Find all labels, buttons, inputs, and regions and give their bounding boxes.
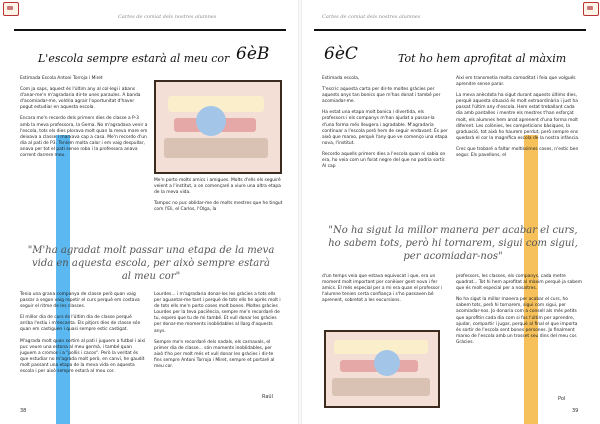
paragraph: Lourdes... i m'agradaria donar-los les gràcies a tots ells per aguantar-me tant i perquè de tots ells he après molt i de tots ells me'n porto coses molt bones. Moltes gràcies Lourdes per la teva paciència, sempre me'n recordaré de tu, espero que tu de mi també. Et vull donar les gràcies per donar-me moments inoblidables al llarg d'aquests anys. xyxy=(154,292,281,334)
paragraph: T'escric aquesta carta per dir-te moltes gràcies per aquests anys tan bonics que m'has donat i també per acomiadar-me. xyxy=(322,87,441,105)
pull-quote: "No ha sigut la millor manera per acabar el curs, ho sabem tots, però hi tornarem, sigui com sigui, per acomiadar-nos" xyxy=(328,225,578,262)
signature: Raül xyxy=(262,394,273,400)
text-column-1 xyxy=(20,76,148,164)
paragraph: La meva anècdota ha sigut durant aquests últims dies, perquè aquesta situació és molt extraordinària i just ha passat l'últim any d'escola. Hem estat treballant cada dia amb pantalles i mentre els mestres t'han esforçat molt, els alumnes hem anat aprenent d'una forma molt diferent. Les colònies, les competicions bàsiques, la graduació, tot això ho haurem perdut, però sempre ens quedarà el cor la magnífica escola de la nostra infància. xyxy=(456,93,580,141)
paragraph: Tenia una grana companya de classe però quan vaig passar a segon vaig repetir el curs perquè em costava seguir el ritme de les classes. xyxy=(20,292,140,310)
text-column-4 xyxy=(456,274,582,351)
page-number: 39 xyxy=(572,408,579,414)
text-column-4 xyxy=(154,292,282,375)
paragraph: Estimada escola, xyxy=(322,76,360,81)
paragraph: Crec que trobaré a faltar moltíssimes coses, n'estic ben segur. Els pavellons, el xyxy=(456,146,579,159)
text-column-2 xyxy=(154,178,284,218)
pull-quote: "M'ha agradat molt passar una etapa de la meva vida en aquesta escola, per això sempre estarà al meu cor" xyxy=(27,245,275,282)
spine-gutter xyxy=(298,0,302,424)
paragraph: Així em transmetia molta comoditat i feia que volgués aprendre sense parar. xyxy=(456,76,576,88)
paragraph: El millor dia de curs és l'últim dia de classe perquè arriba l'estiu i m'encanta. Els pitjors dies de classe són quan em castiguen i quasi sempre estic castigat. xyxy=(20,315,141,333)
paragraph: Me'n porto molts amics i amigues. Molts d'ells els seguiré veient a l'institut, a on començaré a viure una altra etapa de la meva vida. xyxy=(154,178,281,196)
right-page xyxy=(300,0,600,424)
paragraph: Ha estat una etapa molt bonica i divertida, els professors i els companys m'han ajudat a passar-la d'una forma més lleugera i agradable. M'agradaria continuar a l'escola però hem de seguir endavant. És per això que marxo, perquè l'any que ve començo una etapa nova, l'institut. xyxy=(322,110,448,146)
paragraph: Com ja saps, aquest és l'últim any al col·legi i abans d'anar-me'n m'agradaria dir-te unes paraules. A banda d'acomiadar-me, voldria agrair l'oportunitat d'haver pogut estudiar en aquesta escola. xyxy=(20,87,141,111)
text-column-3 xyxy=(322,274,448,309)
article-title: Tot ho hem aprofitat al màxim xyxy=(398,52,567,65)
paragraph: No ha sigut la millor manera per acabar el curs, ho sabem tots, però hi tornarem, sigui com sigui, per acomiadar-nos. Jo donaria com a consell als més petits que aprofitin cada dia com si fos l'últim per aprendre, ajudar, compartir i jugar, perquè al final el que importa és sortir de l'escola sent bones persones. Jo finalment marxo de l'escola amb un trosset seu dins del meu cor. Gràcies. xyxy=(456,297,578,345)
page-number: 38 xyxy=(20,408,27,414)
article-title: L'escola sempre estarà al meu cor xyxy=(38,52,230,65)
child-drawing xyxy=(324,330,440,408)
page-header: Cartes de comiat dels nostres alumnes xyxy=(322,14,421,20)
text-column-3 xyxy=(20,292,146,380)
text-column-2 xyxy=(456,76,582,164)
paragraph: professors, les classes, els companys, cada metre quadrat... Tot hi hem aprofitat al màxim perquè ja sabem que és molt especial per a nosaltres. xyxy=(456,274,583,292)
paragraph: d'un temps veia que estava equivocat i que, era un moment molt important per conèixer gent nova i fer amics. El més especial per a mi era quan el professor i l'alumne tenien certa confiança i s'ho passaven bé aprenent, sobretot a les excursions. xyxy=(322,274,443,304)
header-rule xyxy=(14,29,286,31)
paragraph: M'agrada molt quan sortim al pati i juguem a futbol i així puc veure una estona al meu germà, i també quan juguem a cromos i a "pollis i cacos". Però la veritat és que estudiar no m'agrada molt però, en canvi, he gaudit molt passant una etapa de la meva vida en aquesta escola i per això sempre estarà al meu cor. xyxy=(20,338,146,375)
stamp-icon xyxy=(3,2,19,16)
child-drawing xyxy=(154,80,282,174)
text-column-1 xyxy=(322,76,448,175)
page-header: Cartes de comiat dels nostres alumnes xyxy=(118,14,217,20)
class-grade: 6èC xyxy=(324,44,358,64)
signature: Pol xyxy=(558,396,566,402)
paragraph: Sempre me'n recordaré dels nadals, els carnavals, el primer dia de classe... són moments inoblidables, per això t'ho per molt més et vull donar les gràcies i dir-te fins sempre Antoni Torroja i Miret, sempre et portaré al meu cor. xyxy=(154,339,275,370)
class-grade: 6èB xyxy=(236,44,270,64)
paragraph: Estimada Escola Antoni Torroja i Miret xyxy=(20,76,103,81)
paragraph: Recordo aquells primers dies a l'escola quan ni sabia on era, ho veia com un forat negre del que no podria sortir. Al cap xyxy=(322,151,446,170)
paragraph: Tampoc no puc oblidar-me de molts mestres que he tingut com l'Eli, el Carlos, l'Olga, la xyxy=(154,201,283,213)
header-rule xyxy=(314,29,586,31)
paragraph: Encara me'n recordo dels primers dies de classe a P-3 amb la meva professora, la Gema. No m'agradava venir a l'escola, tots els dies plorava molt quan la meva mare em deixava a classe i marxava cap a casa. Me'n recordo d'un dia al pati de P3. Teníem molta calor i em vaig despullar, anava per tot el pati sense roba i la professora anava corrent darrere meu. xyxy=(20,116,148,159)
stamp-icon xyxy=(583,2,599,16)
